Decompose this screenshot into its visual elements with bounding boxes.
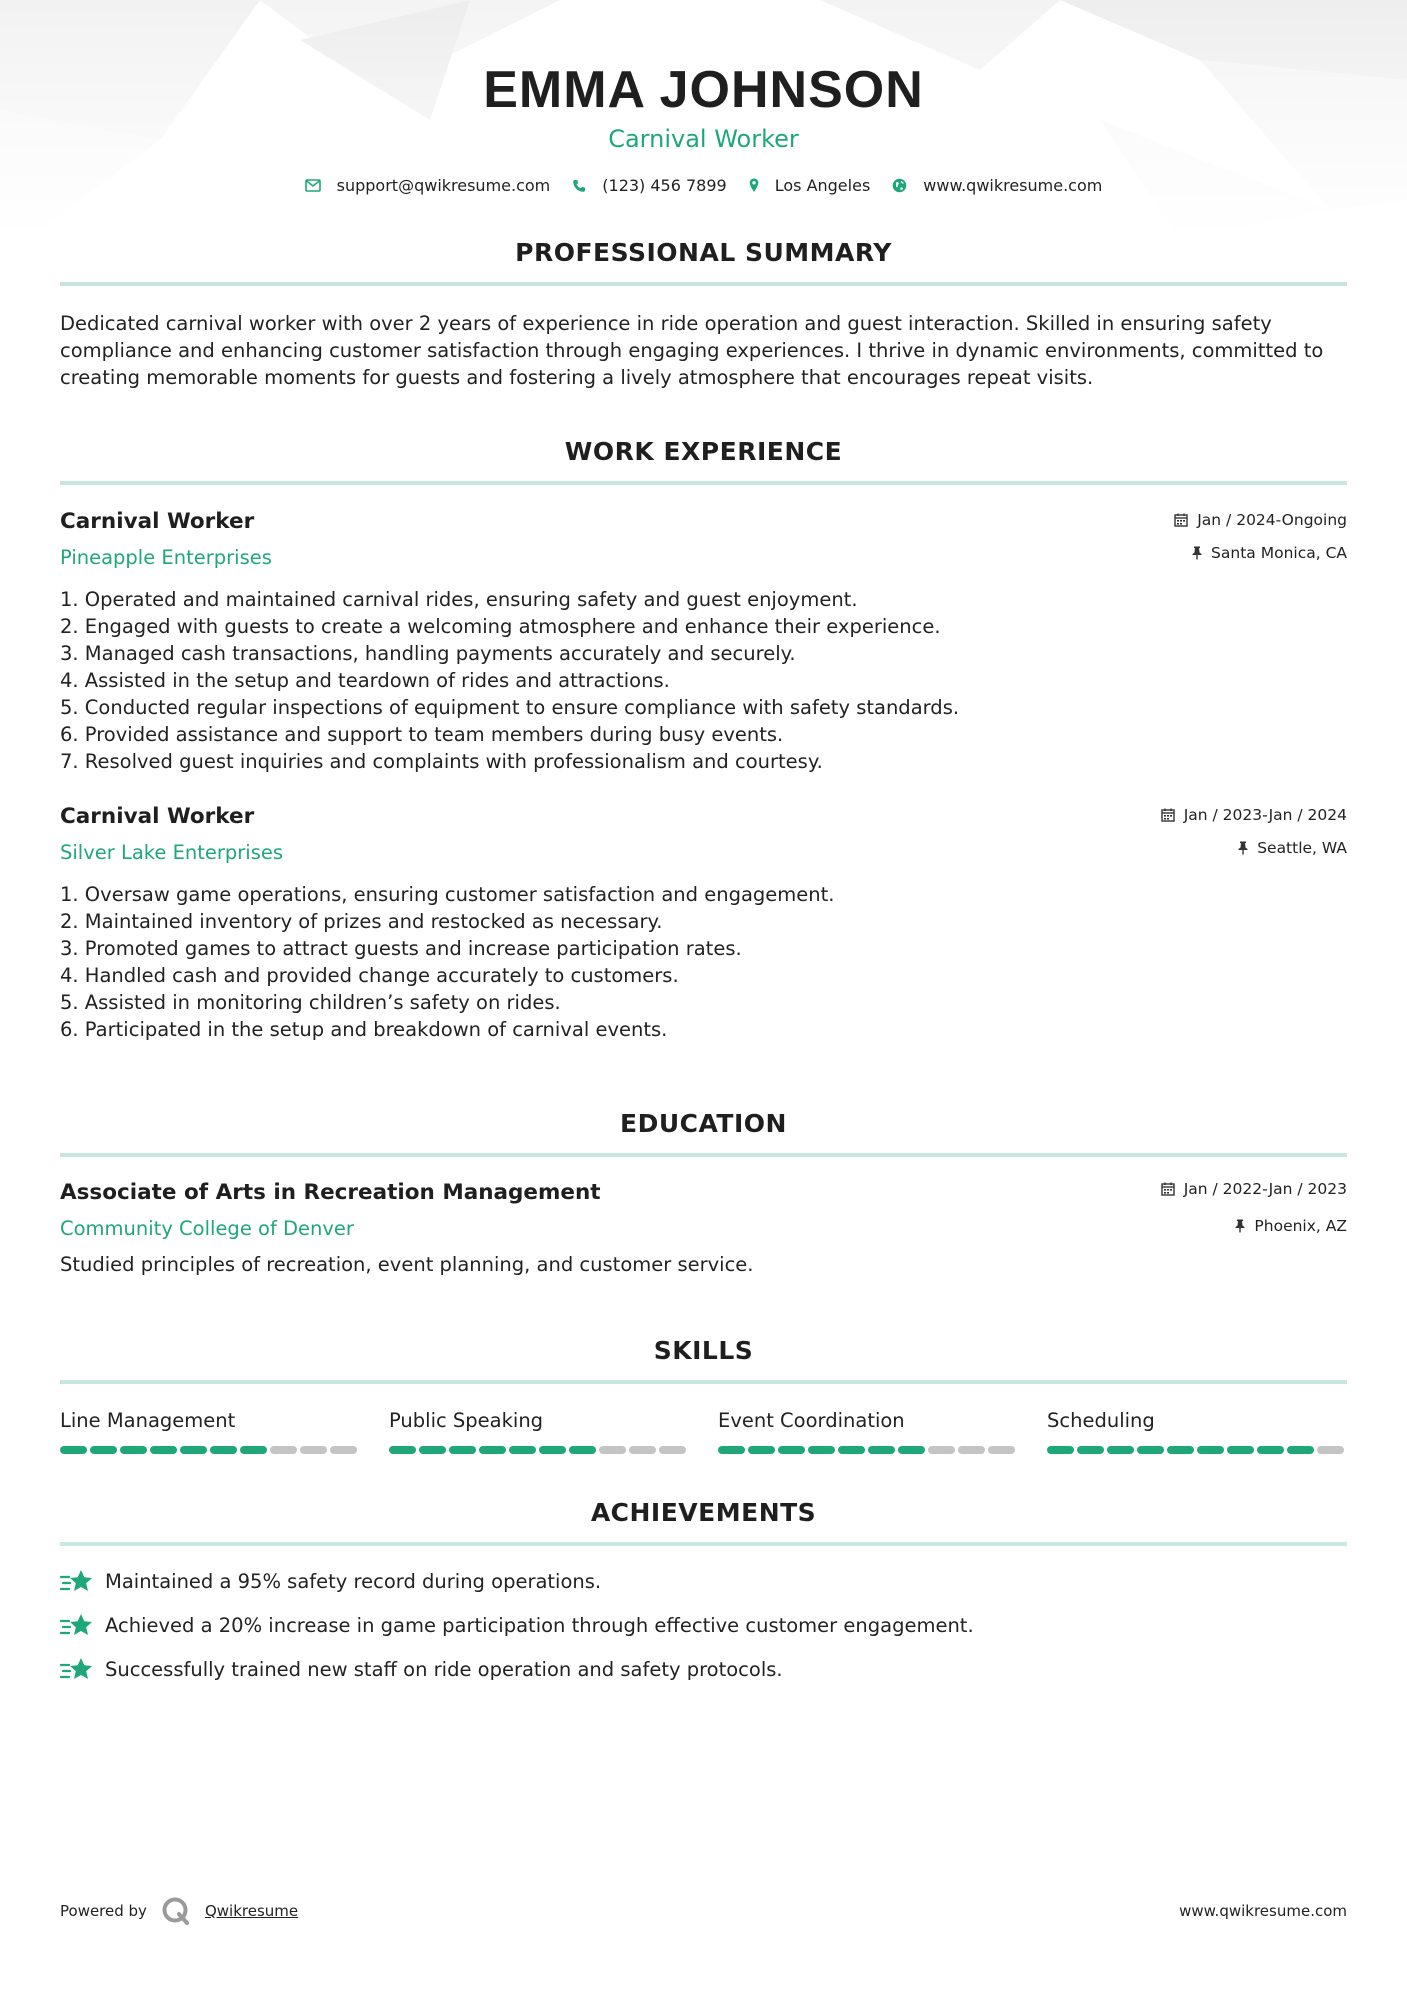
skill-level-segment [150, 1446, 177, 1454]
star-icon [60, 1656, 93, 1684]
skill-level-segment [958, 1446, 985, 1454]
qwikresume-logo-icon [161, 1896, 191, 1926]
list-item: 4. Handled cash and provided change accurately to customers. [60, 964, 679, 987]
brand-link[interactable]: Qwikresume [204, 1902, 299, 1920]
star-icon [60, 1612, 93, 1640]
experience-section [60, 437, 1347, 1043]
skill-level-segment [1197, 1446, 1224, 1454]
achievements-heading: ACHIEVEMENTS [590, 1498, 817, 1527]
skill-level-segment [509, 1446, 536, 1454]
skill-level-segment [898, 1446, 925, 1454]
pushpin-icon [1238, 841, 1248, 855]
skill-level-segment [1137, 1446, 1164, 1454]
skill-level-segment [60, 1446, 87, 1454]
job-meta [1174, 508, 1347, 563]
education-section [60, 1109, 1347, 1278]
summary-heading: PROFESSIONAL SUMMARY [515, 238, 892, 267]
star-icon [60, 1568, 93, 1596]
contact-email[interactable] [305, 176, 551, 195]
skill-level-bar [60, 1446, 360, 1454]
list-item: 6. Participated in the setup and breakdown of carnival events. [60, 1018, 668, 1041]
duty-list [60, 881, 1347, 1043]
skill-level-segment [659, 1446, 686, 1454]
section-divider [60, 1153, 1347, 1157]
section-divider [60, 282, 1347, 286]
achievements-section [60, 1498, 1347, 1684]
skill-name: Public Speaking [389, 1409, 544, 1432]
list-item: 1. Oversaw game operations, ensuring customer satisfaction and engagement. [60, 883, 835, 906]
footer-website[interactable]: www.qwikresume.com [1179, 1902, 1347, 1920]
education-entry [60, 1179, 1347, 1278]
map-pin-icon [749, 178, 759, 193]
skill-level-segment [1287, 1446, 1314, 1454]
list-item: 6. Provided assistance and support to team members during busy events. [60, 723, 784, 746]
website-text: www.qwikresume.com [923, 176, 1103, 195]
skill-level-segment [808, 1446, 835, 1454]
skill-level-segment [838, 1446, 865, 1454]
list-item: 2. Maintained inventory of prizes and restocked as necessary. [60, 910, 663, 933]
skill-level-segment [1227, 1446, 1254, 1454]
skill-level-segment [778, 1446, 805, 1454]
skill-item [389, 1408, 689, 1454]
school-name: Community College of Denver [60, 1217, 354, 1240]
skill-level-bar [1047, 1446, 1347, 1454]
skill-level-segment [180, 1446, 207, 1454]
skill-level-segment [479, 1446, 506, 1454]
summary-text: Dedicated carnival worker with over 2 years of experience in ride operation and guest interaction. Skilled in ensuring safety compliance and enhancing customer satisfaction through engaging experiences. I thrive in dynamic environments, committed to creating memorable moments for guests and fostering a lively atmosphere that encourages repeat visits. [60, 312, 1324, 389]
list-item: 2. Engaged with guests to create a welcoming atmosphere and enhance their experience. [60, 615, 941, 638]
section-divider [60, 1542, 1347, 1546]
pushpin-icon [1192, 546, 1202, 560]
list-item: 4. Assisted in the setup and teardown of rides and attractions. [60, 669, 670, 692]
contact-website[interactable] [892, 176, 1102, 195]
skill-level-segment [928, 1446, 955, 1454]
skill-level-segment [270, 1446, 297, 1454]
section-divider [60, 1380, 1347, 1384]
resume-header [60, 0, 1347, 195]
skill-item [1047, 1408, 1347, 1454]
skill-item [718, 1408, 1018, 1454]
job-dates: Jan / 2023-Jan / 2024 [1183, 806, 1347, 824]
achievement-item [60, 1568, 1347, 1596]
list-item: 3. Managed cash transactions, handling payments accurately and securely. [60, 642, 796, 665]
education-dates: Jan / 2022-Jan / 2023 [1183, 1180, 1347, 1198]
skill-level-segment [449, 1446, 476, 1454]
pushpin-icon [1235, 1219, 1245, 1233]
job-location: Seattle, WA [1257, 839, 1347, 857]
powered-by [60, 1896, 298, 1926]
section-divider [60, 481, 1347, 485]
skill-level-segment [539, 1446, 566, 1454]
contact-location [749, 176, 871, 195]
job-role: Carnival Worker [60, 804, 255, 829]
calendar-icon [1161, 808, 1175, 822]
skill-level-segment [718, 1446, 745, 1454]
skill-level-segment [1077, 1446, 1104, 1454]
achievement-item [60, 1612, 1347, 1640]
candidate-title: Carnival Worker [608, 125, 799, 153]
phone-text: (123) 456 7899 [602, 176, 727, 195]
education-heading: EDUCATION [620, 1109, 787, 1138]
skill-level-segment [1317, 1446, 1344, 1454]
achievement-item [60, 1656, 1347, 1684]
calendar-icon [1161, 1182, 1175, 1196]
job-role: Carnival Worker [60, 509, 255, 534]
job-company: Silver Lake Enterprises [60, 841, 284, 864]
skill-name: Event Coordination [718, 1409, 905, 1432]
achievement-text: Achieved a 20% increase in game participation through effective customer engagement. [105, 1614, 974, 1637]
skill-level-segment [1167, 1446, 1194, 1454]
calendar-icon [1174, 513, 1188, 527]
achievement-text: Successfully trained new staff on ride operation and safety protocols. [105, 1658, 783, 1681]
achievement-text: Maintained a 95% safety record during operations. [105, 1570, 602, 1593]
list-item: 5. Assisted in monitoring children’s safety on rides. [60, 991, 561, 1014]
skill-level-segment [1047, 1446, 1074, 1454]
skill-level-segment [419, 1446, 446, 1454]
job-company: Pineapple Enterprises [60, 546, 272, 569]
job-entry [60, 803, 1347, 1043]
globe-icon [892, 178, 907, 193]
skill-level-segment [988, 1446, 1015, 1454]
education-location: Phoenix, AZ [1254, 1217, 1347, 1235]
skill-level-segment [629, 1446, 656, 1454]
skill-level-segment [300, 1446, 327, 1454]
skill-level-segment [90, 1446, 117, 1454]
skill-level-segment [1257, 1446, 1284, 1454]
skill-level-segment [1107, 1446, 1134, 1454]
phone-icon [572, 179, 586, 193]
job-meta [1161, 803, 1347, 858]
job-location: Santa Monica, CA [1211, 544, 1347, 562]
skill-level-segment [868, 1446, 895, 1454]
list-item: 7. Resolved guest inquiries and complaints with professionalism and courtesy. [60, 750, 823, 773]
skill-name: Line Management [60, 1409, 236, 1432]
skill-level-segment [120, 1446, 147, 1454]
skill-level-segment [748, 1446, 775, 1454]
skill-level-segment [330, 1446, 357, 1454]
job-dates: Jan / 2024-Ongoing [1197, 511, 1347, 529]
skill-level-segment [599, 1446, 626, 1454]
degree-name: Associate of Arts in Recreation Management [60, 1180, 601, 1205]
list-item: 3. Promoted games to attract guests and increase participation rates. [60, 937, 742, 960]
skill-level-segment [210, 1446, 237, 1454]
contact-bar [60, 176, 1347, 195]
candidate-name: EMMA JOHNSON [483, 61, 924, 119]
job-entry [60, 508, 1347, 775]
skill-level-bar [718, 1446, 1018, 1454]
skill-item [60, 1408, 360, 1454]
skill-level-segment [569, 1446, 596, 1454]
list-item: 1. Operated and maintained carnival rides, ensuring safety and guest enjoyment. [60, 588, 858, 611]
education-description: Studied principles of recreation, event planning, and customer service. [60, 1253, 754, 1276]
location-text: Los Angeles [774, 176, 871, 195]
skills-section [60, 1336, 1347, 1454]
email-text: support@qwikresume.com [336, 176, 551, 195]
page-footer [60, 1896, 1347, 1926]
list-item: 5. Conducted regular inspections of equipment to ensure compliance with safety standards. [60, 696, 960, 719]
skill-level-segment [389, 1446, 416, 1454]
contact-phone[interactable] [572, 176, 726, 195]
skill-level-segment [240, 1446, 267, 1454]
summary-section [60, 238, 1347, 391]
powered-by-label: Powered by [60, 1902, 147, 1920]
skills-heading: SKILLS [653, 1336, 754, 1365]
skills-grid [60, 1408, 1347, 1454]
duty-list [60, 586, 1347, 775]
skill-name: Scheduling [1047, 1409, 1155, 1432]
experience-heading: WORK EXPERIENCE [564, 437, 843, 466]
skill-level-bar [389, 1446, 689, 1454]
envelope-icon [305, 179, 321, 192]
education-meta [1161, 1179, 1347, 1236]
